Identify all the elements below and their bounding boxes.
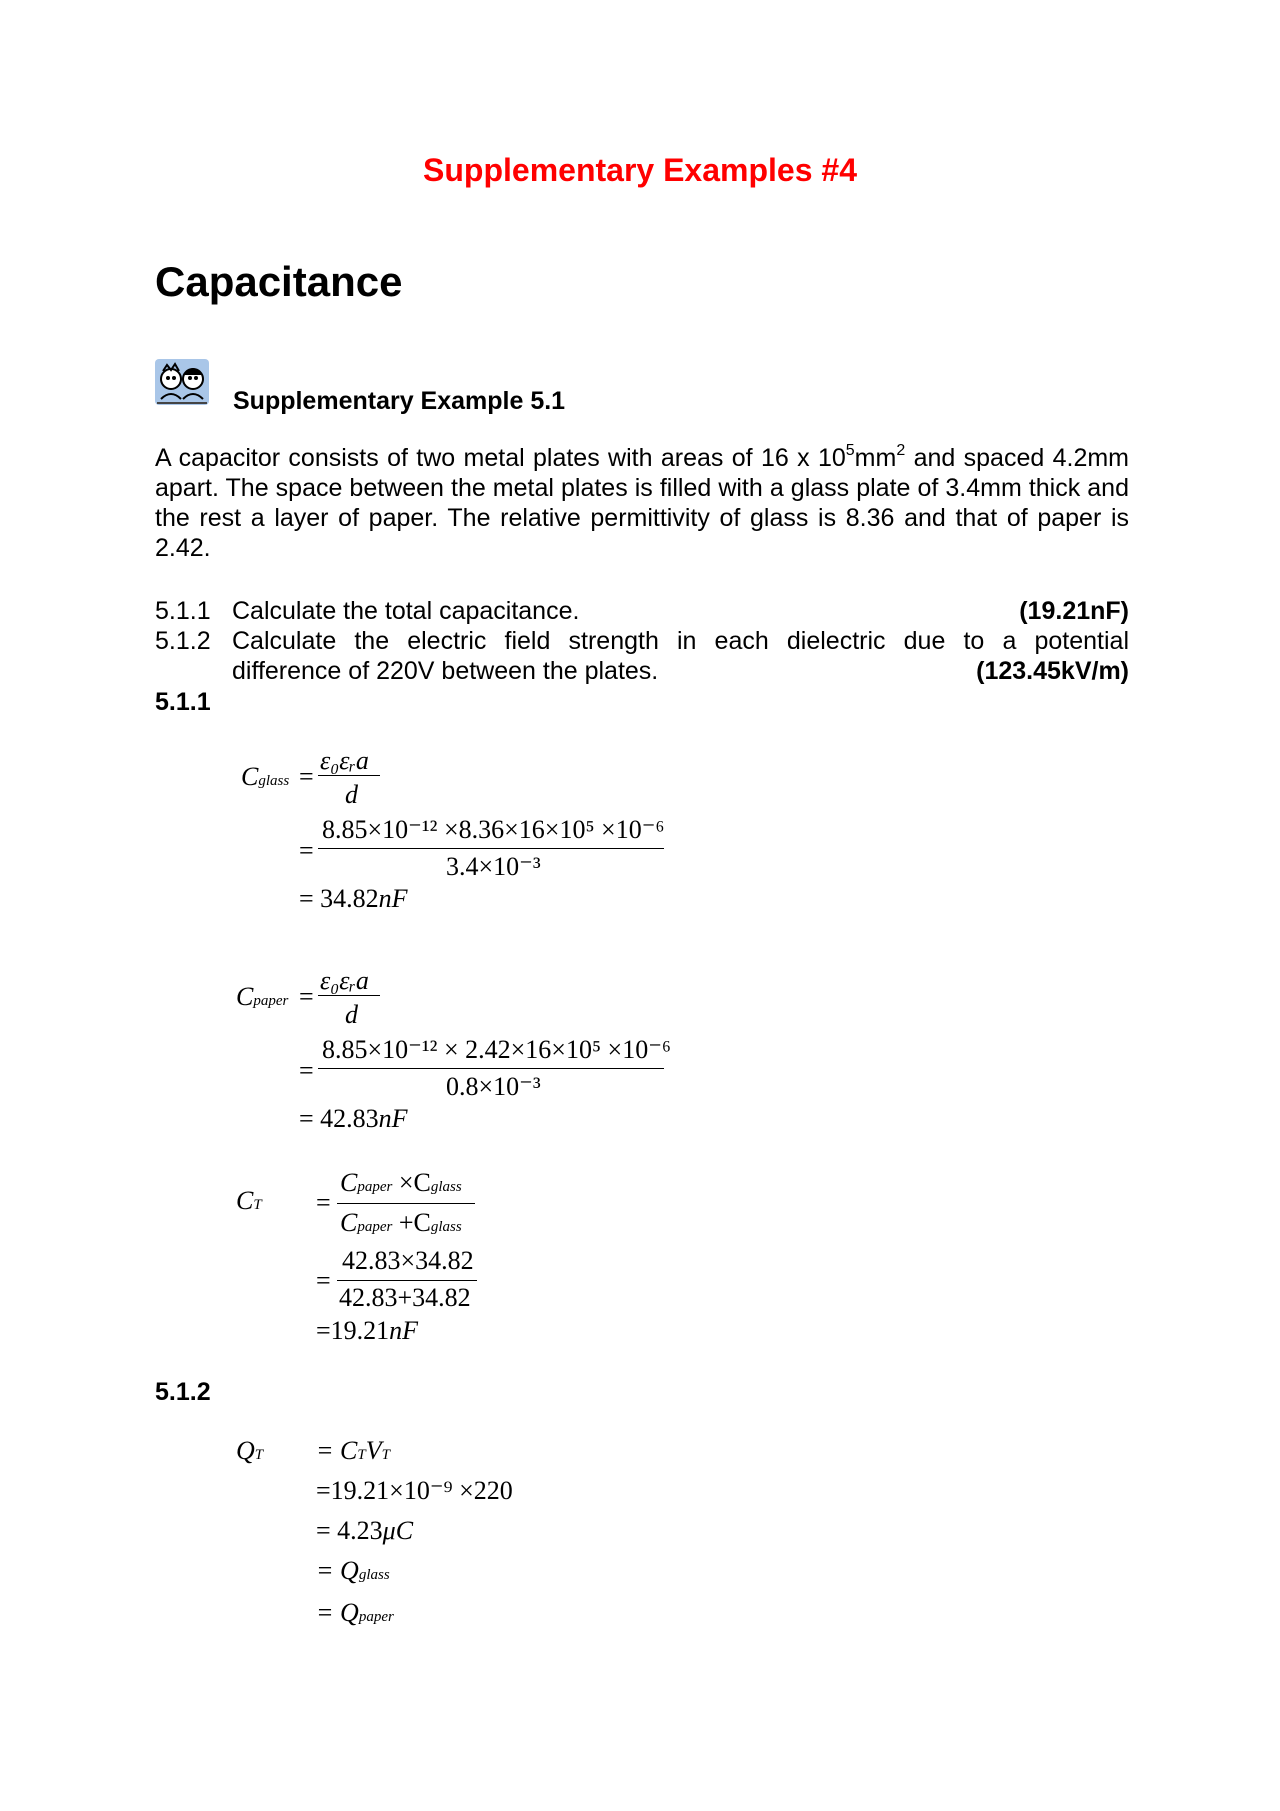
qt-lhs: QT: [236, 1436, 264, 1465]
question-answer: (19.21nF): [1019, 597, 1129, 625]
qt-line-1: = CTVT: [316, 1436, 390, 1465]
cglass-numerator-symbolic: ε₀εᵣa: [320, 746, 369, 775]
section-heading: Capacitance: [155, 258, 403, 305]
cglass-numerator-values: 8.85×10⁻¹² ×8.36×16×10⁵ ×10⁻⁶: [322, 815, 665, 844]
ct-lhs: CT: [236, 1186, 262, 1215]
cglass-lhs: Cglass: [241, 762, 290, 791]
ct-denominator-values: 42.83+34.82: [339, 1283, 471, 1312]
question-5-1-2-line2: [155, 656, 1129, 686]
fraction-bar: [318, 775, 380, 776]
equals-sign: =: [316, 1188, 331, 1217]
cglass-denominator-symbolic: d: [345, 780, 358, 809]
equals-sign: =: [299, 1056, 314, 1085]
equals-sign: =: [299, 762, 314, 791]
qt-line-3: = 4.23μC: [316, 1516, 414, 1545]
cpaper-denominator-values: 0.8×10⁻³: [446, 1072, 541, 1101]
question-text: Calculate the total capacitance.: [232, 597, 580, 625]
ct-numerator-values: 42.83×34.82: [342, 1246, 474, 1275]
question-5-1-2: [155, 626, 1129, 656]
solution-heading-5-1-1: 5.1.1: [155, 688, 211, 716]
exponent-5: 5: [845, 441, 855, 459]
cglass-result: = 34.82nF: [299, 884, 408, 913]
fraction-bar: [318, 995, 380, 996]
cartoon-characters-icon: [155, 359, 209, 405]
question-5-1-1: [155, 596, 1129, 626]
question-text-line2: difference of 220V between the plates.: [232, 657, 659, 685]
exponent-2: 2: [896, 441, 906, 459]
question-answer: (123.45kV/m): [976, 657, 1129, 685]
problem-text-a: A capacitor consists of two metal plates with areas of 16 x 10: [155, 444, 846, 472]
equals-sign: =: [316, 1266, 331, 1295]
ct-denominator-symbolic: Cpaper +Cglass: [340, 1208, 462, 1237]
question-number: 5.1.2: [155, 627, 211, 655]
fraction-bar: [318, 848, 664, 849]
cpaper-numerator-symbolic: ε₀εᵣa: [320, 966, 369, 995]
problem-statement: [155, 443, 1129, 563]
fraction-bar: [318, 1068, 664, 1069]
fraction-bar: [337, 1203, 475, 1204]
question-text-line1: Calculate the electric field strength in each dielectric due to a potential: [232, 627, 1129, 655]
solution-heading-5-1-2: 5.1.2: [155, 1378, 211, 1406]
cpaper-numerator-values: 8.85×10⁻¹² × 2.42×16×10⁵ ×10⁻⁶: [322, 1035, 671, 1064]
problem-text-c: and spaced 4.2mm apart. The space between the metal plates is filled with a glass plate of 3.4mm thick and the rest a layer of paper. The relative permittivity of glass is 8.36 and that of paper is 2.42.: [155, 444, 1130, 562]
document-title: Supplementary Examples #4: [423, 152, 857, 188]
qt-line-2: =19.21×10⁻⁹ ×220: [316, 1476, 513, 1505]
ct-numerator-symbolic: Cpaper ×Cglass: [340, 1168, 462, 1197]
fraction-bar: [337, 1280, 477, 1281]
question-number: 5.1.1: [155, 597, 211, 625]
ct-result: =19.21nF: [316, 1316, 419, 1345]
equals-sign: =: [299, 982, 314, 1011]
cpaper-lhs: Cpaper: [236, 982, 289, 1011]
example-title: Supplementary Example 5.1: [233, 387, 566, 415]
cglass-denominator-values: 3.4×10⁻³: [446, 852, 541, 881]
problem-text-b: mm: [854, 444, 897, 472]
cpaper-result: = 42.83nF: [299, 1104, 408, 1133]
equals-sign: =: [299, 836, 314, 865]
qt-line-4: = Qglass: [316, 1556, 390, 1585]
cpaper-denominator-symbolic: d: [345, 1000, 358, 1029]
qt-line-5: = Qpaper: [316, 1598, 394, 1627]
